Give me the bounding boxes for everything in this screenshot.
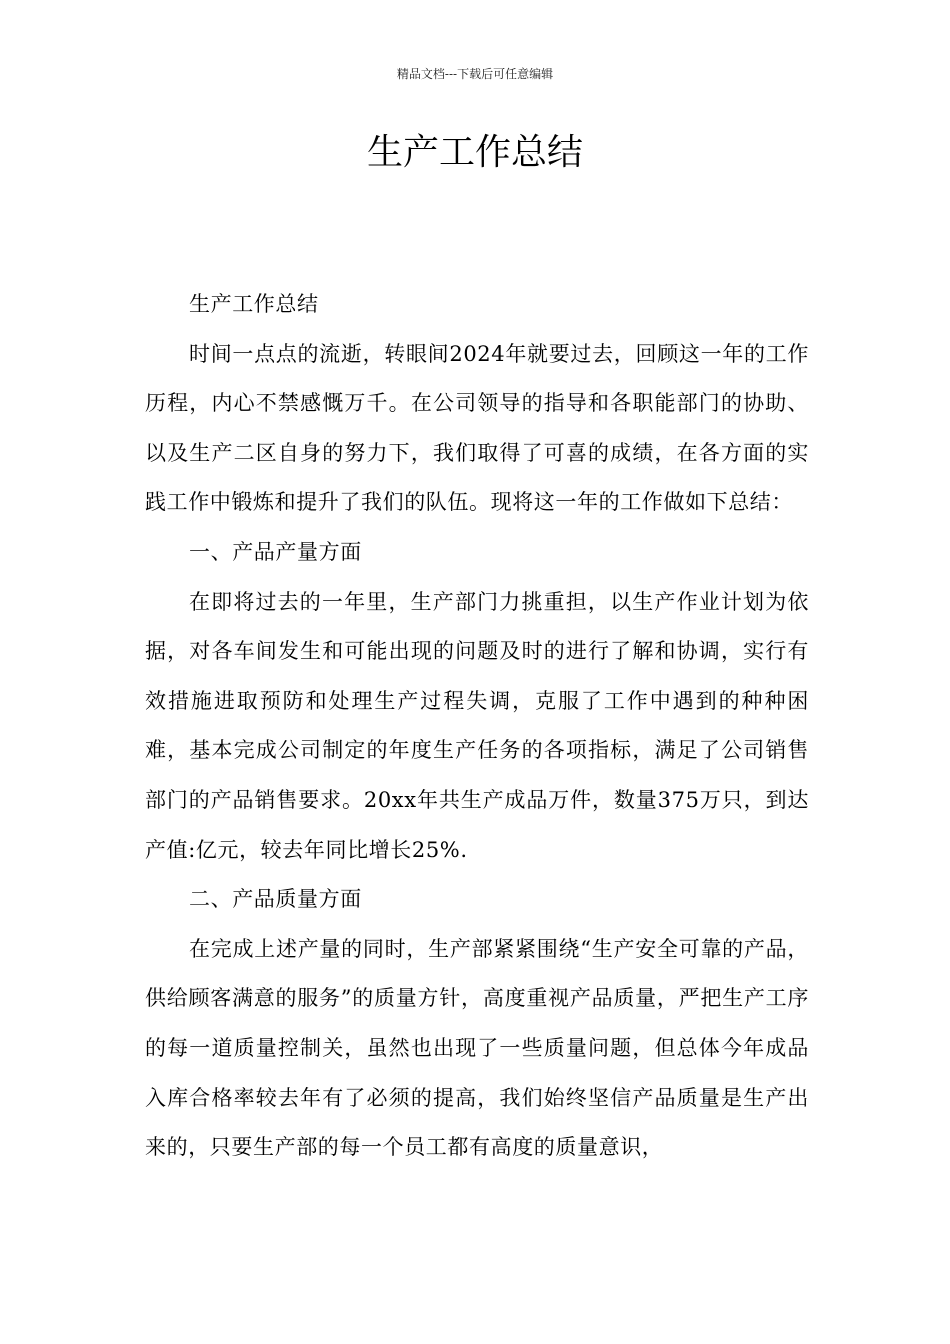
- paragraph-intro: 时间一点点的流逝，转眼间2024年就要过去，回顾这一年的工作历程，内心不禁感慨万千。在公司领导的指导和各职能部门的协助、以及生产二区自身的努力下，我们取得了可喜的成绩，在各方面的实践工作中锻炼和提升了我们的队伍。现将这一年的工作做如下总结：: [145, 341, 809, 515]
- section-heading-output: 一、产品产量方面: [189, 539, 362, 564]
- header-note: 精品文档---下载后可任意编辑: [396, 67, 554, 81]
- document-title: 生产工作总结: [366, 132, 583, 173]
- section-heading-quality: 二、产品质量方面: [189, 887, 362, 912]
- paragraph-output: 在即将过去的一年里，生产部门力挑重担，以生产作业计划为依据，对各车间发生和可能出现的问题及时的进行了解和协调，实行有效措施进取预防和处理生产过程失调，克服了工作中遇到的种种困难，基本完成公司制定的年度生产任务的各项指标，满足了公司销售部门的产品销售要求。20xx年共生产成品万件，数量375万只，到达产值:亿元，较去年同比增长25%.: [145, 589, 809, 862]
- paragraph-subtitle: 生产工作总结: [189, 292, 319, 316]
- paragraph-quality: 在完成上述产量的同时，生产部紧紧围绕“生产安全可靠的产品，供给顾客满意的服务”的质量方针，高度重视产品质量，严把生产工序的每一道质量控制关，虽然也出现了一些质量问题，但总体今年成品入库合格率较去年有了必须的提高，我们始终坚信产品质量是生产出来的，只要生产部的每一个员工都有高度的质量意识，: [145, 936, 809, 1160]
- document-body: [145, 280, 809, 1173]
